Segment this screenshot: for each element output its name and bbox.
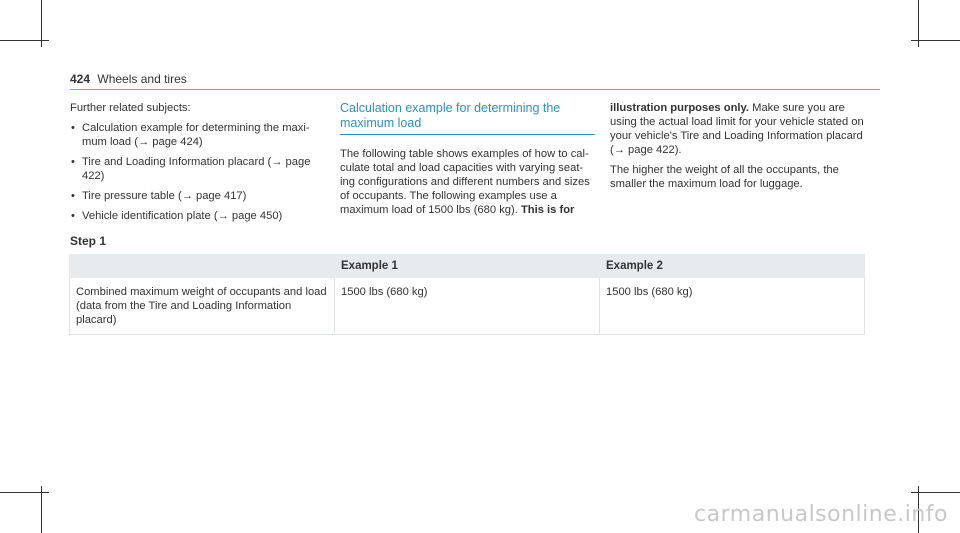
body-paragraph: illustration purposes only. Make sure you are using the actual load limit for your vehicle stated on your vehicle's Tire and Loading Information placard (→ page 422). [610,102,864,156]
page-link[interactable]: page 417) [192,190,247,202]
arrow-right-icon: → [613,144,625,156]
crop-mark [0,492,49,493]
table-header-cell: Example 1 [335,255,600,278]
continuation-column [610,101,865,197]
related-subjects-list [70,121,320,223]
body-paragraph: The following table shows examples of how to cal-culate total and load capacities with varying seat-ing configurations and different numbers and sizes of occupants. The following examples use a maximum load of 1500 lbs (680 kg). This is for [340,148,590,216]
crop-mark [41,486,42,533]
table-cell: 1500 lbs (680 kg) [335,278,600,335]
load-example-table [69,254,865,335]
table-header-cell: Example 2 [600,255,865,278]
step-heading: Step 1 [70,234,107,248]
page-link[interactable]: page 424) [149,136,203,148]
watermark: carmanualsonline.info [694,502,948,527]
arrow-right-icon: → [271,156,283,168]
table-cell: 1500 lbs (680 kg) [600,278,865,335]
list-item[interactable]: • Tire and Loading Information placard (→ page 422) [70,155,320,183]
header-rule [70,89,880,90]
arrow-right-icon: → [217,210,229,222]
related-subjects-intro: Further related subjects: [70,102,191,114]
body-emphasis: illustration purposes only. [610,102,750,114]
table-header-cell [70,255,335,278]
table-row [70,278,865,335]
table-header-row [70,255,865,278]
page-header [70,72,187,86]
body-paragraph: The higher the weight of all the occupants, the smaller the maximum load for luggage. [610,164,839,190]
list-item[interactable]: • Calculation example for determining the maxi-mum load (→ page 424) [70,121,320,149]
crop-mark [0,40,49,41]
crop-mark [911,40,960,41]
heading-rule [340,134,595,135]
table-cell: Combined maximum weight of occupants and load (data from the Tire and Loading Information placard) [70,278,335,335]
page-link[interactable]: page 450) [228,210,283,222]
calculation-example-column [340,101,595,223]
section-heading: Calculation example for determining the maximum load [340,101,561,130]
page-link[interactable]: page 422). [624,144,682,156]
page-link[interactable]: page 422) [82,156,311,182]
section-title: Wheels and tires [97,72,187,86]
arrow-right-icon: → [137,136,150,148]
crop-mark [911,492,960,493]
arrow-right-icon: → [181,190,193,202]
page-number: 424 [70,72,91,86]
related-subjects-column [70,101,320,229]
list-item[interactable]: • Tire pressure table (→ page 417) [70,189,320,203]
body-emphasis: This is for [520,204,575,216]
list-item[interactable]: • Vehicle identification plate (→ page 450) [70,209,320,223]
